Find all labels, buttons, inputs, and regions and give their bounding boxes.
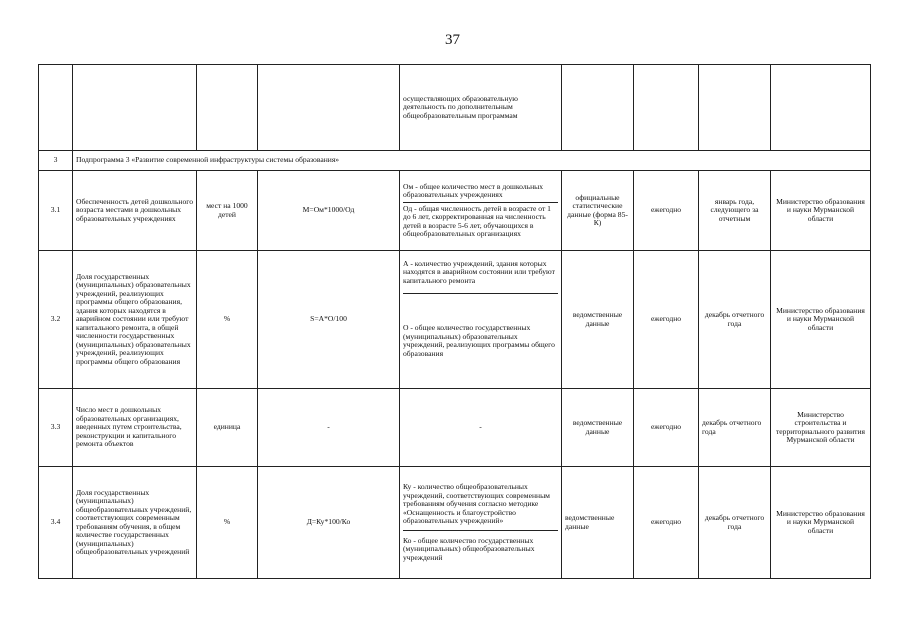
- indicator-name: Обеспеченность детей дошкольного возраста местами в дошкольных образовательных учреждениях: [73, 171, 197, 251]
- frequency: ежегодно: [634, 171, 699, 251]
- indicator-name: Число мест в дошкольных образовательных организациях, введенных путем строительства, реконструкции и капитального ремонта объектов: [73, 389, 197, 467]
- responsible-body: Министерство образования и науки Мурманской области: [771, 171, 871, 251]
- row-number: 3.3: [39, 389, 73, 467]
- data-source: ведомственные данные: [562, 467, 634, 579]
- responsible-body: Министерство образования и науки Мурманской области: [771, 251, 871, 389]
- data-source: официальные статистические данные (форма 85-К): [562, 171, 634, 251]
- description-part: А - количество учреждений, здания которых находятся в аварийном состоянии или требуют капитального ремонта: [403, 259, 558, 295]
- description-cell: осуществляющих образовательную деятельность по дополнительным общеобразовательным программам: [400, 65, 562, 151]
- table-row: [39, 251, 871, 389]
- row-number: 3.1: [39, 171, 73, 251]
- formula: -: [258, 389, 400, 467]
- formula: М=Ом*1000/Од: [258, 171, 400, 251]
- subprogram-title: Подпрограмма 3 «Развитие современной инфраструктуры системы образования»: [73, 151, 871, 171]
- unit: мест на 1000 детей: [197, 171, 258, 251]
- indicator-table: [38, 64, 871, 579]
- table-row: [39, 389, 871, 467]
- description-part: Ко - общее количество государственных (муниципальных) общеобразовательных учреждений: [403, 535, 535, 562]
- data-source: ведомственные данные: [562, 251, 634, 389]
- unit: %: [197, 467, 258, 579]
- table-row-continuation: [39, 65, 871, 151]
- description-cell: [400, 171, 562, 251]
- unit: %: [197, 251, 258, 389]
- description-part: О - общее количество государственных (муниципальных) образовательных учреждений, реализующих программы общего образования: [403, 323, 555, 358]
- description-cell: [400, 467, 562, 579]
- table-row-subprogram: [39, 151, 871, 171]
- frequency: ежегодно: [634, 251, 699, 389]
- reporting-period: январь года, следующего за отчетным: [699, 171, 771, 251]
- row-number: 3.2: [39, 251, 73, 389]
- responsible-body: Министерство образования и науки Мурманской области: [771, 467, 871, 579]
- responsible-body: Министерство строительства и территориального развития Мурманской области: [771, 389, 871, 467]
- table-row: [39, 171, 871, 251]
- reporting-period: декабрь отчетного года: [699, 251, 771, 389]
- formula: S=А*О/100: [258, 251, 400, 389]
- formula: Д=Ку*100/Ко: [258, 467, 400, 579]
- reporting-period: декабрь отчетного года: [699, 467, 771, 579]
- row-number: 3: [39, 151, 73, 171]
- table-row: [39, 467, 871, 579]
- description-part: Ом - общее количество мест в дошкольных образовательных учреждениях: [403, 182, 558, 203]
- description-part: Ку - количество общеобразовательных учреждений, соответствующих современным требованиям обучения согласно методике «Оснащенность и благоустройство образовательных учреждений»: [403, 482, 558, 531]
- row-number: 3.4: [39, 467, 73, 579]
- description-cell: -: [400, 389, 562, 467]
- data-source: ведомственные данные: [562, 389, 634, 467]
- unit: единица: [197, 389, 258, 467]
- description-part: Од - общая численность детей в возрасте от 1 до 6 лет, скорректированная на численность детей в возрасте 5-6 лет, обучающихся в общеобразовательных организациях: [403, 203, 551, 238]
- indicator-name: Доля государственных (муниципальных) образовательных учреждений, реализующих программы общего образования, здания которых находятся в аварийном состоянии или требуют капитального ремонта, в общей численности государственных (муниципальных) образовательных учреждений, реализующих программы общего образования: [73, 251, 197, 389]
- description-cell: [400, 251, 562, 389]
- reporting-period: декабрь отчетного года: [699, 389, 771, 467]
- frequency: ежегодно: [634, 389, 699, 467]
- page-number: 37: [445, 32, 460, 48]
- indicator-name: Доля государственных (муниципальных) общеобразовательных учреждений, соответствующих современным требованиям обучения, в общем количестве государственных (муниципальных) общеобразовательных учреждений: [73, 467, 197, 579]
- frequency: ежегодно: [634, 467, 699, 579]
